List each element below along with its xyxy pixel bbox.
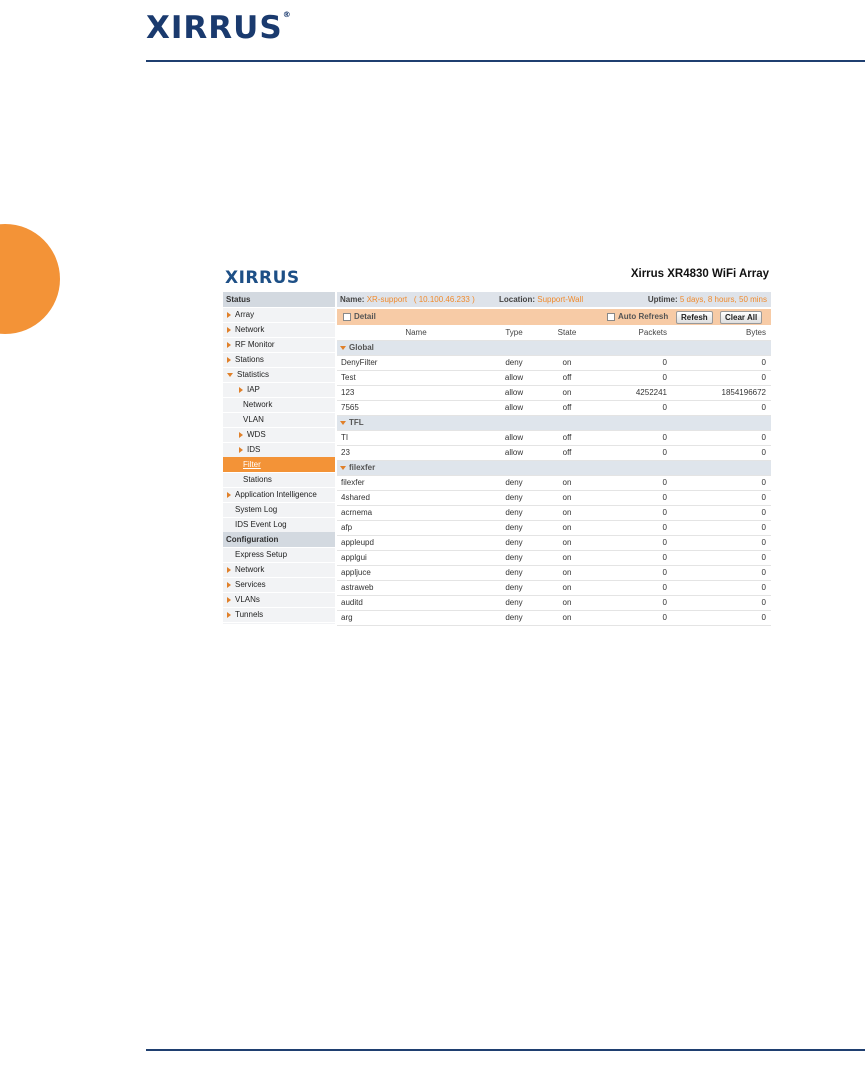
cell-state: on (562, 598, 572, 607)
cell-name: 7565 (341, 403, 359, 412)
caret-right-icon (227, 327, 231, 333)
caret-right-icon (227, 582, 231, 588)
cell-state: on (562, 478, 572, 487)
sidebar-item-label: Array (235, 310, 255, 319)
table-row[interactable] (337, 491, 771, 506)
clear-all-button[interactable]: Clear All (720, 311, 762, 324)
sidebar-item[interactable] (223, 517, 335, 533)
sidebar-item[interactable] (223, 367, 335, 383)
caret-down-icon (340, 421, 346, 425)
sidebar-item-label: Express Setup (235, 550, 288, 559)
cell-packets: 0 (662, 523, 667, 532)
sidebar-item[interactable] (223, 412, 335, 428)
cell-bytes: 0 (761, 553, 766, 562)
sidebar-item-label: Configuration (226, 535, 279, 544)
uptime-field: Uptime: 5 days, 8 hours, 50 mins (647, 295, 767, 304)
caret-right-icon (239, 447, 243, 453)
cell-type: deny (505, 613, 523, 622)
cell-type: deny (505, 583, 523, 592)
refresh-button[interactable]: Refesh (676, 311, 713, 324)
cell-type: deny (505, 538, 523, 547)
cell-state: on (562, 553, 572, 562)
auto-refresh-toggle[interactable]: Auto Refresh (607, 309, 668, 325)
cell-name: appljuce (341, 568, 371, 577)
caret-right-icon (227, 597, 231, 603)
cell-bytes: 1854196672 (721, 388, 766, 397)
table-row[interactable] (337, 596, 771, 611)
cell-type: deny (505, 568, 523, 577)
cell-name: appleupd (341, 538, 374, 547)
app-title: Xirrus XR4830 WiFi Array (630, 268, 769, 280)
cell-state: off (562, 403, 572, 412)
sidebar-item-label: WDS (247, 430, 266, 439)
cell-packets: 0 (662, 433, 667, 442)
cell-name: filexfer (341, 478, 365, 487)
status-info-bar (337, 292, 771, 307)
cell-packets: 4252241 (635, 388, 667, 397)
caret-right-icon (227, 342, 231, 348)
table-row[interactable] (337, 401, 771, 416)
sidebar-item-label: Statistics (237, 370, 270, 379)
sidebar-item-label: Stations (243, 475, 272, 484)
table-row[interactable] (337, 536, 771, 551)
cell-name: acrnema (341, 508, 373, 517)
cell-packets: 0 (662, 373, 667, 382)
caret-right-icon (239, 387, 243, 393)
cell-type: deny (505, 553, 523, 562)
caret-right-icon (227, 312, 231, 318)
caret-right-icon (227, 357, 231, 363)
sidebar-nav (223, 292, 335, 624)
group-label: filexfer (349, 463, 376, 472)
page-brand-logo: XIRRUS® (146, 10, 292, 46)
sidebar-item-label: VLANs (235, 595, 260, 604)
caret-down-icon (340, 346, 346, 350)
cell-bytes: 0 (761, 358, 766, 367)
cell-packets: 0 (662, 538, 667, 547)
cell-bytes: 0 (761, 568, 766, 577)
sidebar-item-label: IDS (247, 445, 261, 454)
sidebar-item-label: Filter (243, 460, 261, 469)
table-row[interactable] (337, 446, 771, 461)
cell-type: deny (505, 358, 523, 367)
col-header-state[interactable]: State (557, 328, 577, 337)
cell-name: DenyFilter (341, 358, 378, 367)
table-row[interactable] (337, 356, 771, 371)
cell-bytes: 0 (761, 508, 766, 517)
cell-bytes: 0 (761, 373, 766, 382)
table-header (337, 326, 771, 341)
table-row[interactable] (337, 431, 771, 446)
cell-packets: 0 (662, 598, 667, 607)
sidebar-item[interactable] (223, 457, 335, 473)
table-group-header[interactable] (337, 461, 771, 476)
cell-packets: 0 (662, 403, 667, 412)
sidebar-section-header (223, 292, 335, 308)
sidebar-item[interactable] (223, 487, 335, 503)
sidebar-item[interactable] (223, 307, 335, 323)
cell-packets: 0 (662, 478, 667, 487)
cell-name: astraweb (341, 583, 374, 592)
cell-type: allow (504, 433, 524, 442)
caret-right-icon (227, 612, 231, 618)
cell-state: on (562, 613, 572, 622)
cell-type: deny (505, 478, 523, 487)
cell-packets: 0 (662, 448, 667, 457)
sidebar-item[interactable] (223, 322, 335, 338)
table-row[interactable] (337, 581, 771, 596)
sidebar-item[interactable] (223, 607, 335, 623)
col-header-name[interactable]: Name (405, 328, 427, 337)
cell-bytes: 0 (761, 583, 766, 592)
sidebar-item-label: Application Intelligence (235, 490, 317, 499)
sidebar-item[interactable] (223, 442, 335, 458)
cell-bytes: 0 (761, 448, 766, 457)
cell-packets: 0 (662, 568, 667, 577)
caret-right-icon (227, 567, 231, 573)
cell-type: deny (505, 598, 523, 607)
sidebar-item-label: Network (235, 325, 265, 334)
sidebar-section-header (223, 532, 335, 548)
cell-type: allow (504, 373, 524, 382)
cell-type: allow (504, 448, 524, 457)
col-header-type[interactable]: Type (505, 328, 523, 337)
col-header-packets[interactable]: Packets (638, 328, 667, 337)
cell-bytes: 0 (761, 598, 766, 607)
sidebar-item-label: IAP (247, 385, 260, 394)
cell-bytes: 0 (761, 523, 766, 532)
chapter-tab (0, 224, 60, 334)
cell-state: on (562, 568, 572, 577)
cell-state: on (562, 508, 572, 517)
cell-bytes: 0 (761, 493, 766, 502)
cell-type: deny (505, 493, 523, 502)
web-ui-screenshot (223, 266, 771, 626)
table-row[interactable] (337, 611, 771, 626)
header-rule (146, 60, 865, 62)
caret-down-icon (340, 466, 346, 470)
sidebar-item[interactable] (223, 472, 335, 488)
cell-bytes: 0 (761, 433, 766, 442)
table-row[interactable] (337, 566, 771, 581)
sidebar-item[interactable] (223, 547, 335, 563)
cell-state: on (562, 358, 572, 367)
cell-state: on (562, 388, 572, 397)
table-row[interactable] (337, 551, 771, 566)
cell-state: on (562, 583, 572, 592)
sidebar-item-label: Network (235, 565, 265, 574)
cell-packets: 0 (662, 358, 667, 367)
sidebar-item[interactable] (223, 592, 335, 608)
sidebar-item-label: Tunnels (235, 610, 264, 619)
cell-packets: 0 (662, 553, 667, 562)
cell-name: auditd (341, 598, 363, 607)
cell-bytes: 0 (761, 613, 766, 622)
sidebar-item-label: VLAN (243, 415, 264, 424)
controls-bar (337, 309, 771, 325)
cell-type: deny (505, 523, 523, 532)
sidebar-item[interactable] (223, 337, 335, 353)
cell-packets: 0 (662, 613, 667, 622)
table-row[interactable] (337, 386, 771, 401)
group-label: TFL (349, 418, 364, 427)
cell-name: 123 (341, 388, 355, 397)
caret-down-icon (227, 373, 233, 377)
name-field: Name: XR-support ( 10.100.46.233 ) (340, 295, 475, 304)
sidebar-item[interactable] (223, 352, 335, 368)
cell-name: TI (341, 433, 349, 442)
table-group-header[interactable] (337, 341, 771, 356)
cell-state: on (562, 538, 572, 547)
table-row[interactable] (337, 476, 771, 491)
detail-checkbox[interactable] (343, 313, 351, 321)
footer-rule (146, 1049, 865, 1051)
sidebar-item-label: Services (235, 580, 266, 589)
cell-bytes: 0 (761, 403, 766, 412)
cell-state: on (562, 523, 572, 532)
group-label: Global (349, 343, 374, 352)
cell-name: arg (341, 613, 353, 622)
detail-toggle[interactable]: Detail (343, 309, 376, 325)
caret-right-icon (239, 432, 243, 438)
col-header-bytes[interactable]: Bytes (745, 328, 766, 337)
app-brand-logo: XIRRUS (225, 268, 300, 288)
cell-name: afp (341, 523, 353, 532)
table-row[interactable] (337, 371, 771, 386)
location-field: Location: Support-Wall (499, 295, 584, 304)
cell-packets: 0 (662, 493, 667, 502)
cell-name: 23 (341, 448, 350, 457)
table-row[interactable] (337, 521, 771, 536)
sidebar-item-label: Network (243, 400, 273, 409)
sidebar-item[interactable] (223, 562, 335, 578)
cell-bytes: 0 (761, 478, 766, 487)
sidebar-item-label: Stations (235, 355, 264, 364)
cell-type: allow (504, 403, 524, 412)
sidebar-item[interactable] (223, 502, 335, 518)
sidebar-item-label: Status (226, 295, 251, 304)
cell-state: off (562, 433, 572, 442)
cell-type: deny (505, 508, 523, 517)
cell-packets: 0 (662, 583, 667, 592)
caret-right-icon (227, 492, 231, 498)
cell-state: off (562, 373, 572, 382)
sidebar-item[interactable] (223, 397, 335, 413)
table-row[interactable] (337, 506, 771, 521)
sidebar-item[interactable] (223, 577, 335, 593)
sidebar-item[interactable] (223, 427, 335, 443)
cell-name: Test (341, 373, 356, 382)
auto-refresh-checkbox[interactable] (607, 313, 615, 321)
cell-name: 4shared (341, 493, 370, 502)
cell-state: off (562, 448, 572, 457)
cell-bytes: 0 (761, 538, 766, 547)
cell-state: on (562, 493, 572, 502)
sidebar-item-label: System Log (235, 505, 278, 514)
sidebar-item-label: RF Monitor (235, 340, 275, 349)
cell-name: applgui (341, 553, 367, 562)
sidebar-item[interactable] (223, 382, 335, 398)
cell-packets: 0 (662, 508, 667, 517)
cell-type: allow (504, 388, 524, 397)
sidebar-item-label: IDS Event Log (235, 520, 287, 529)
table-group-header[interactable] (337, 416, 771, 431)
